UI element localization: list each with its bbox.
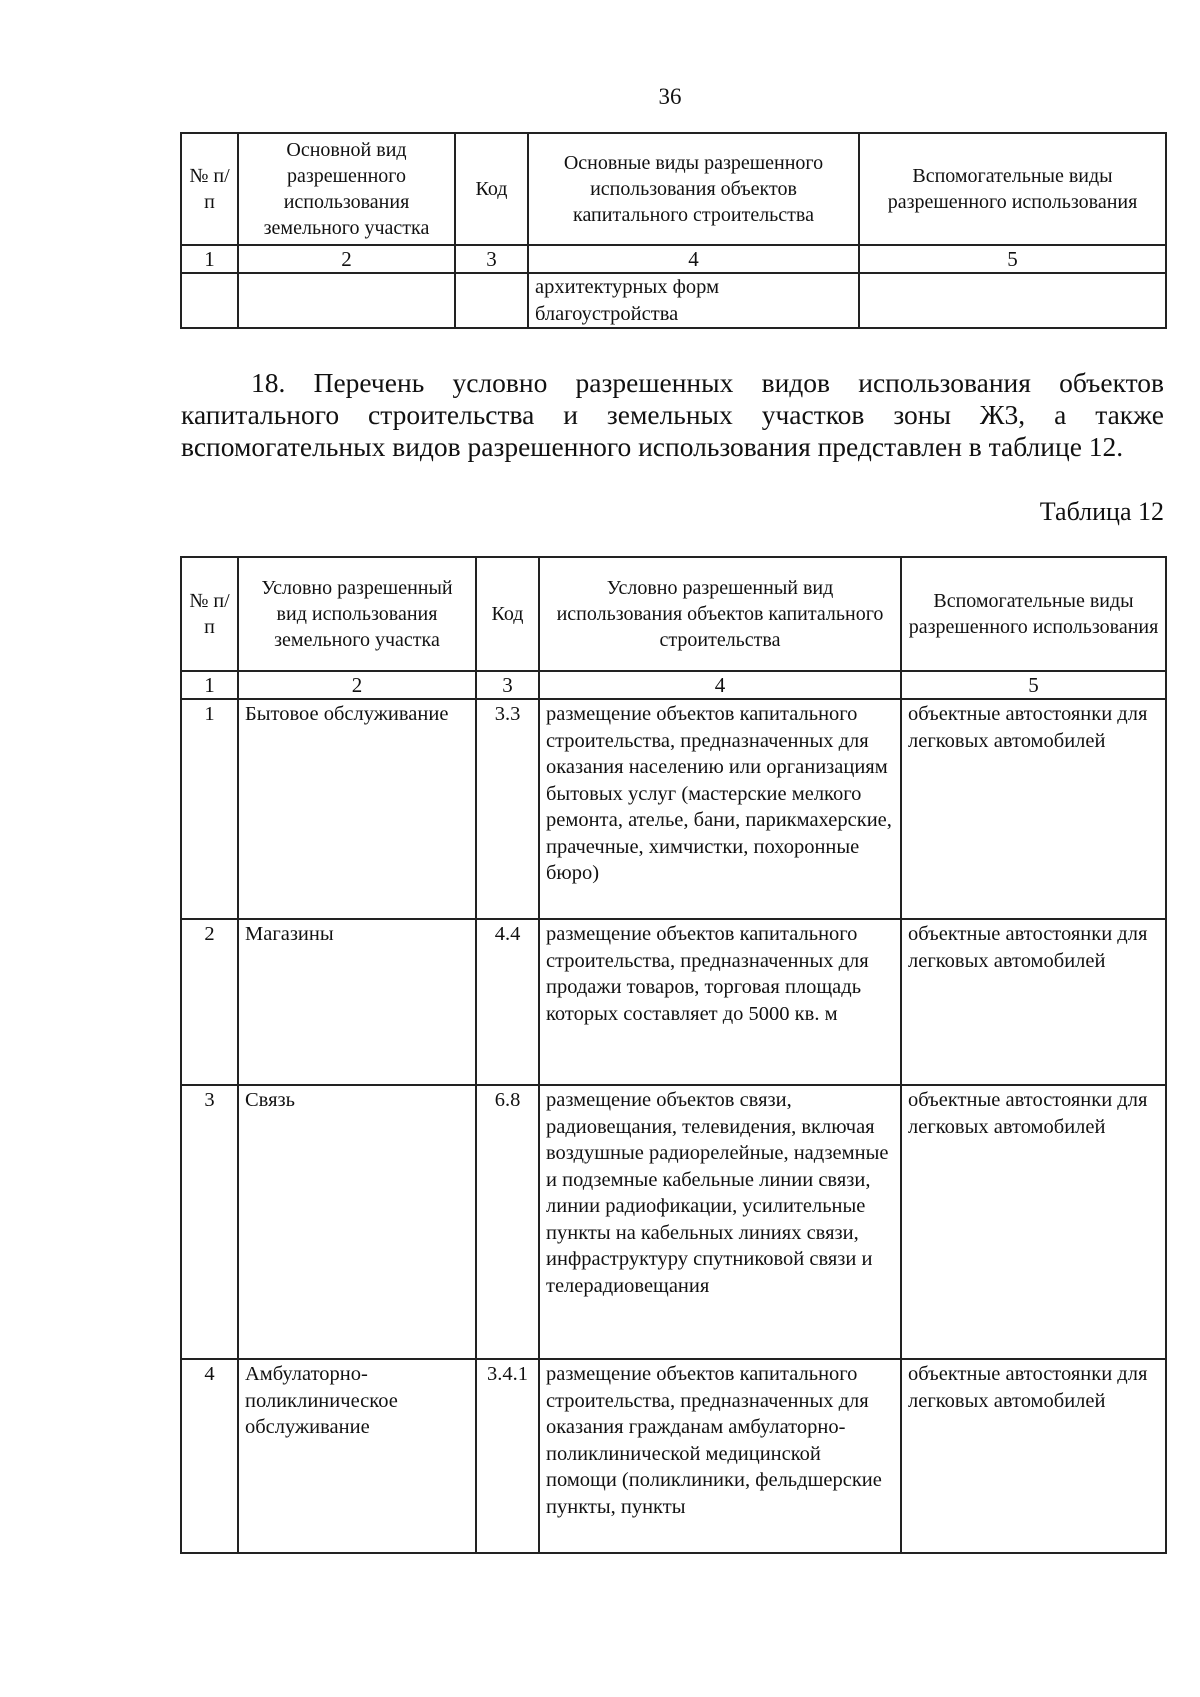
cell-number: 1 — [181, 699, 238, 919]
cell-number: 3 — [181, 1085, 238, 1359]
column-number: 2 — [238, 671, 476, 699]
cell-code: 4.4 — [476, 919, 539, 1085]
column-numbers-row — [181, 245, 1166, 273]
cell-name: Магазины — [238, 919, 476, 1085]
cell-code — [455, 273, 528, 328]
cell-auxiliary: объектные автостоянки для легковых автомобилей — [901, 699, 1166, 919]
cell-description: архитектурных форм благоустройства — [528, 273, 859, 328]
header-auxiliary-use: Вспомогательные виды разрешенного использования — [859, 133, 1166, 245]
header-main-land-use: Основной вид разрешенного использования земельного участка — [238, 133, 455, 245]
cell-auxiliary: объектные автостоянки для легковых автомобилей — [901, 919, 1166, 1085]
header-conditional-land-use: Условно разрешенный вид использования земельного участка — [238, 557, 476, 671]
cell-number: 2 — [181, 919, 238, 1085]
table-header-row — [181, 133, 1166, 245]
header-number: № п/п — [181, 133, 238, 245]
header-number: № п/п — [181, 557, 238, 671]
column-numbers-row — [181, 671, 1166, 699]
column-number: 5 — [859, 245, 1166, 273]
cell-description: размещение объектов капитального строительства, предназначенных для продажи товаров, торговая площадь которых составляет до 5000 кв. м — [539, 919, 901, 1085]
cell-code: 3.3 — [476, 699, 539, 919]
header-code: Код — [476, 557, 539, 671]
cell-auxiliary — [859, 273, 1166, 328]
cell-code: 3.4.1 — [476, 1359, 539, 1553]
table-11-continuation — [180, 132, 1167, 329]
column-number: 1 — [181, 671, 238, 699]
cell-name: Амбулаторно-поликлиническое обслуживание — [238, 1359, 476, 1553]
page-number: 36 — [658, 84, 682, 109]
header-code: Код — [455, 133, 528, 245]
cell-auxiliary: объектные автостоянки для легковых автомобилей — [901, 1085, 1166, 1359]
cell-name — [238, 273, 455, 328]
header-conditional-building-use: Условно разрешенный вид использования объектов капитального строительства — [539, 557, 901, 671]
table-row — [181, 699, 1166, 919]
column-number: 3 — [476, 671, 539, 699]
cell-number — [181, 273, 238, 328]
cell-number: 4 — [181, 1359, 238, 1553]
cell-code: 6.8 — [476, 1085, 539, 1359]
column-number: 1 — [181, 245, 238, 273]
column-number: 4 — [539, 671, 901, 699]
column-number: 2 — [238, 245, 455, 273]
column-number: 4 — [528, 245, 859, 273]
cell-description: размещение объектов капитального строительства, предназначенных для оказания гражданам амбулаторно-поликлинической медицинской помощи (поликлиники, фельдшерские пункты, пункты — [539, 1359, 901, 1553]
cell-auxiliary: объектные автостоянки для легковых автомобилей — [901, 1359, 1166, 1553]
table-row — [181, 1085, 1166, 1359]
table-row — [181, 1359, 1166, 1553]
cell-name: Бытовое обслуживание — [238, 699, 476, 919]
header-auxiliary-use: Вспомогательные виды разрешенного использования — [901, 557, 1166, 671]
table-12 — [180, 556, 1167, 1554]
header-main-building-use: Основные виды разрешенного использования объектов капитального строительства — [528, 133, 859, 245]
paragraph-18: 18. Перечень условно разрешенных видов использования объектов капитального строительства и земельных участков зоны Ж3, а также вспомогательных видов разрешенного использования представлен в таблице 12. — [181, 367, 1164, 462]
table-caption: Таблица 12 — [1039, 497, 1164, 526]
column-number: 3 — [455, 245, 528, 273]
table-header-row — [181, 557, 1166, 671]
table-row — [181, 273, 1166, 328]
cell-name: Связь — [238, 1085, 476, 1359]
cell-description: размещение объектов капитального строительства, предназначенных для оказания населению или организациям бытовых услуг (мастерские мелкого ремонта, ателье, бани, парикмахерские, прачечные, химчистки, похоронные бюро) — [539, 699, 901, 919]
table-row — [181, 919, 1166, 1085]
column-number: 5 — [901, 671, 1166, 699]
cell-description: размещение объектов связи, радиовещания, телевидения, включая воздушные радиорелейные, надземные и подземные кабельные линии связи, линии радиофикации, усилительные пункты на кабельных линиях связи, инфраструктуру спутниковой связи и телерадиовещания — [539, 1085, 901, 1359]
